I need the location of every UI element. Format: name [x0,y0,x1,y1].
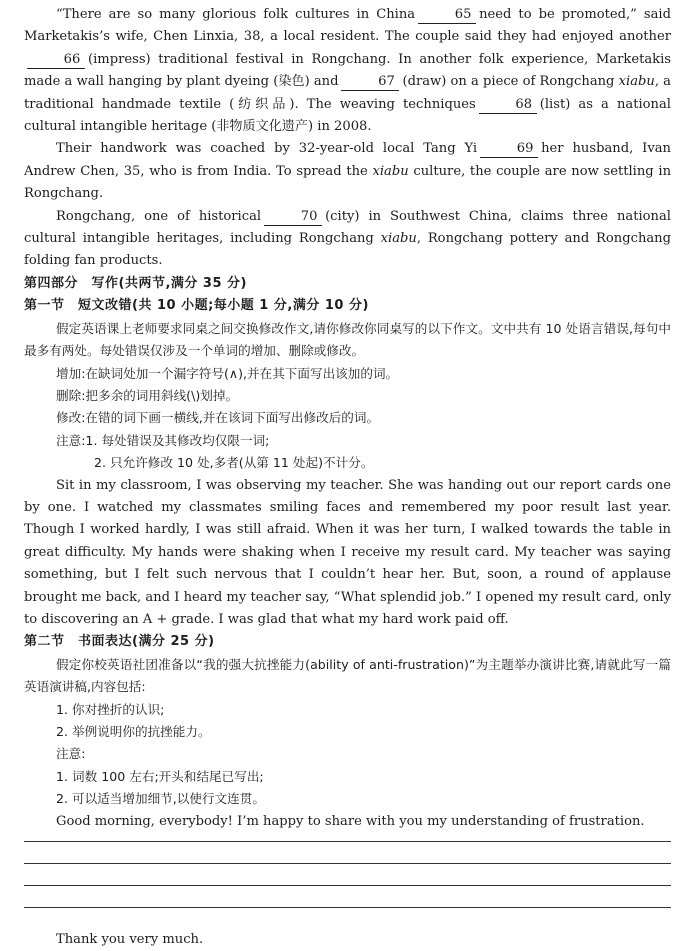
passage-paragraph-1 [24,4,671,138]
passage-text: (draw) on a piece of Rongchang [402,74,615,90]
section1-heading: 第一节 短文改错(共 10 小题;每小题 1 分,满分 10 分) [24,298,369,314]
speech-opening: Good morning, everybody! I’m happy to share with you my understanding of frustration. [56,813,645,829]
passage-text: , a traditional handmade textile (纺织品). The weaving techniques [24,74,671,112]
blank-70[interactable]: 70 [264,209,322,226]
writing-line[interactable] [24,863,671,864]
note-2: 2. 只允许修改 10 处,多者(从第 11 处起)不计分。 [94,455,374,471]
content-item-2: 2. 举例说明你的抗挫能力。 [56,724,211,739]
writing-line[interactable] [24,885,671,886]
rule-delete: 删除:把多余的词用斜线(\)划掉。 [56,387,239,403]
passage-paragraph-2 [24,138,671,205]
passage-text: (city) in Southwest China, claims three national cultural intangible heritages, including Rongchang [24,208,671,247]
blank-68[interactable]: 68 [479,97,537,114]
section2-intro: 假定你校英语社团准备以“我的强大抗挫能力(ability of anti-frustration)”为主题举办演讲比赛,请就此写一篇英语演讲稿,内容包括: [24,656,671,695]
passage-italic: xiabu [380,231,417,247]
requirement-1: 1. 词数 100 左右;开头和结尾已写出; [56,768,264,784]
passage-italic: xiabu [618,74,655,90]
passage-text: culture, the couple are now settling in Rongchang. [24,163,672,202]
note-label: 注意: [56,746,86,762]
section2-heading: 第二节 书面表达(满分 25 分) [24,634,215,650]
blank-65[interactable]: 65 [418,7,476,24]
speech-closing: Thank you very much. [56,932,204,948]
writing-line[interactable] [24,907,671,908]
blank-69[interactable]: 69 [480,141,538,158]
blank-66[interactable]: 66 [27,52,85,69]
passage-text: , Rongchang pottery and Rongchang folding fan products. [24,231,671,269]
passage-text: her husband, Ivan Andrew Chen, 35, who is from India. To spread the [24,141,671,179]
writing-area[interactable] [24,841,671,908]
note-1: 注意:1. 每处错误及其修改均仅限一词; [56,432,270,448]
content-item-1: 1. 你对挫折的认识; [56,701,165,717]
passage-text: Their handwork was coached by 32-year-old local Tang Yi [56,141,478,157]
part4-heading: 第四部分 写作(共两节,满分 35 分) [24,275,247,291]
rule-modify: 修改:在错的词下画一横线,并在该词下面写出修改后的词。 [56,410,380,426]
passage-text: “There are so many glorious folk cultures in China [56,7,416,22]
rule-add: 增加:在缺词处加一个漏字符号(∧),并在其下面写出该加的词。 [56,365,399,381]
writing-line[interactable] [24,841,671,842]
requirement-2: 2. 可以适当增加细节,以使行文连贯。 [56,791,265,807]
passage-text: Rongchang, one of historical [56,208,262,224]
passage-text: (impress) traditional festival in Rongchang. In another folk experience, Marketakis made a wall hanging by plant dyeing (染色) and [24,51,671,90]
passage-text: need to be promoted,” said Marketakis’s wife, Chen Linxia, 38, a local resident. The couple said they had enjoyed another [24,7,671,45]
passage-italic: xiabu [372,163,409,179]
blank-67[interactable]: 67 [341,74,399,91]
error-correction-essay: Sit in my classroom, I was observing my teacher. She was handing out our report cards one by one. I watched my classmates smiling faces and remembered my poor result last year. Though I worked hardly, I was still afraid. When it was her turn, I walked towards the table in great difficulty. My hands were shaking when I receive my result card. My teacher was saying something, but I felt such nervous that I couldn’t hear her. But, soon, a round of applause brought me back, and I heard my teacher say, “What splendid job.” I opened my result card, only to discovering an A + grade. I was glad that what my hard work paid off. [24,477,671,627]
passage-paragraph-3 [24,206,671,273]
section1-intro: 假定英语课上老师要求同桌之间交换修改作文,请你修改你同桌写的以下作文。文中共有 10 处语言错误,每句中最多有两处。每处错误仅涉及一个单词的增加、删除或修改。 [24,320,671,359]
passage-text: (list) as a national cultural intangible heritage (非物质文化遗产) in 2008. [24,96,671,135]
